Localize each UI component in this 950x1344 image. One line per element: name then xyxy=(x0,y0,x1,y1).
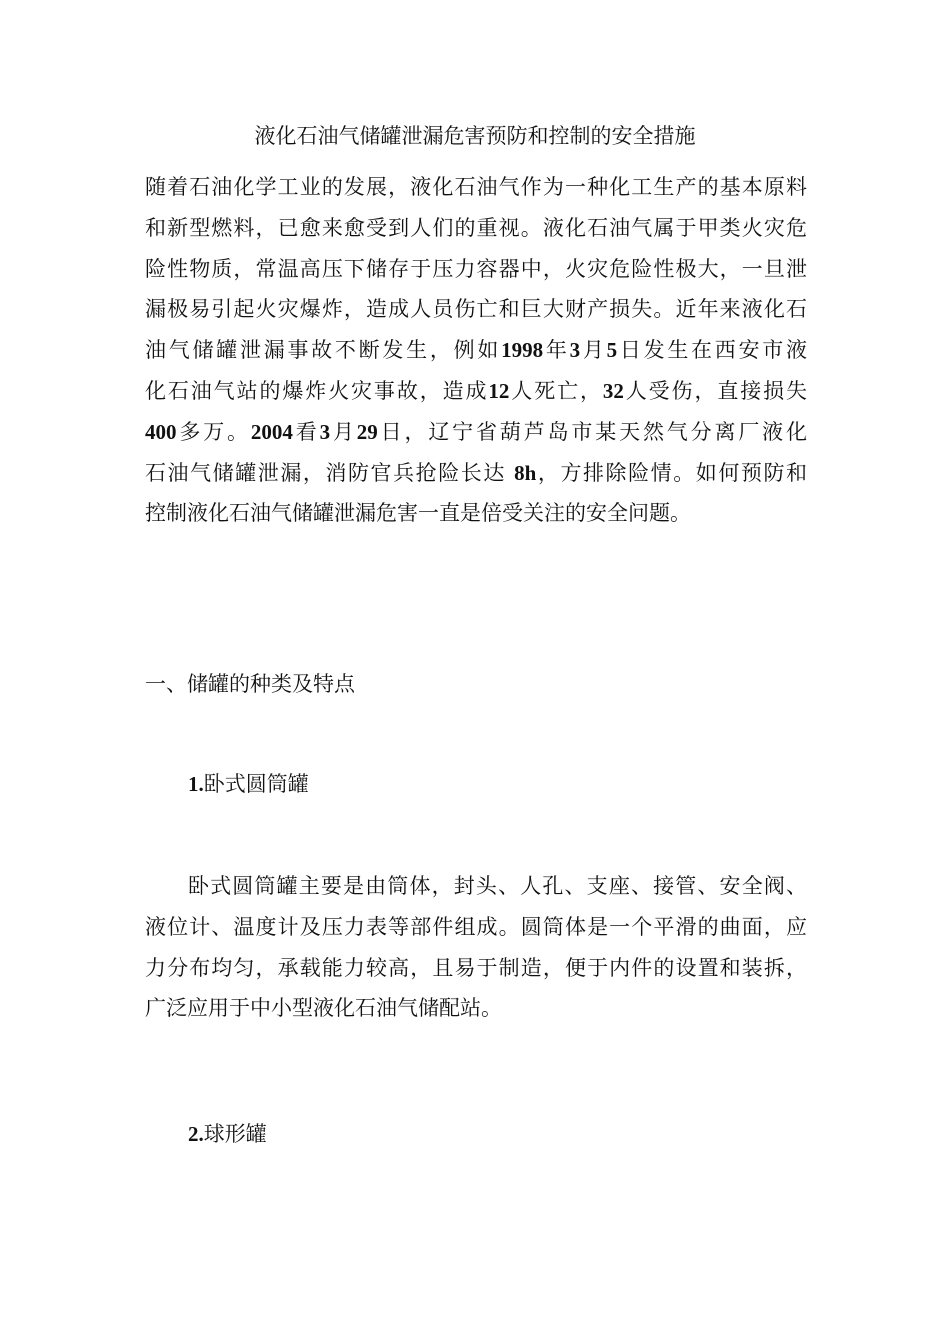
subsection-paragraph xyxy=(145,866,807,1029)
intro-line: 控制液化石油气储罐泄漏危害一直是倍受关注的安全问题。 xyxy=(145,501,691,526)
numeric-text: 29 xyxy=(356,419,378,444)
intro-line: 石油气储罐泄漏，消防官兵抢险长达 8h，方排除险情。如何预防和 xyxy=(145,460,807,485)
subsection-number: 1. xyxy=(188,772,204,796)
numeric-text: 400 xyxy=(145,419,177,444)
section-heading: 一、储罐的种类及特点 xyxy=(145,672,355,696)
intro-line: 漏极易引起火灾爆炸，造成人员伤亡和巨大财产损失。近年来液化石 xyxy=(145,297,807,322)
intro-line: 油气储罐泄漏事故不断发生，例如1998年3月5日发生在西安市液 xyxy=(145,338,808,363)
intro-line: 化石油气站的爆炸火灾事故，造成12人死亡，32人受伤，直接损失 xyxy=(145,378,808,403)
numeric-text: 8h xyxy=(514,460,537,485)
intro-line: 险性物质，常温高压下储存于压力容器中，火灾危险性极大，一旦泄 xyxy=(145,256,807,281)
body-line: 力分布均匀，承载能力较高，且易于制造，便于内件的设置和装拆， xyxy=(145,955,807,980)
numeric-text: 3 xyxy=(569,338,581,363)
numeric-text: 12 xyxy=(488,378,510,403)
intro-line: 400多万。2004看3月29日，辽宁省葫芦岛市某天然气分离厂液化 xyxy=(145,419,808,444)
numeric-text: 1998 xyxy=(501,338,544,363)
intro-paragraph xyxy=(145,167,807,534)
document-title: 液化石油气储罐泄漏危害预防和控制的安全措施 xyxy=(254,124,696,148)
subsection-number: 2. xyxy=(188,1122,204,1146)
subsection-title: 球形罐 xyxy=(203,1122,267,1146)
numeric-text: 32 xyxy=(602,378,624,403)
numeric-text: 3 xyxy=(319,419,331,444)
subsection-heading-1 xyxy=(188,766,309,802)
body-line: 广泛应用于中小型液化石油气储配站。 xyxy=(145,996,502,1021)
intro-line: 和新型燃料，已愈来愈受到人们的重视。液化石油气属于甲类火灾危 xyxy=(145,215,807,240)
numeric-text: 2004 xyxy=(250,419,293,444)
subsection-title: 卧式圆筒罐 xyxy=(203,772,309,796)
intro-line: 随着石油化学工业的发展，液化石油气作为一种化工生产的基本原料 xyxy=(145,175,807,199)
subsection-heading-2 xyxy=(188,1116,267,1152)
body-line: 液位计、温度计及压力表等部件组成。圆筒体是一个平滑的曲面，应 xyxy=(145,914,807,939)
numeric-text: 5 xyxy=(606,338,618,363)
body-line: 卧式圆筒罐主要是由筒体，封头、人孔、支座、接管、安全阀、 xyxy=(188,874,807,898)
